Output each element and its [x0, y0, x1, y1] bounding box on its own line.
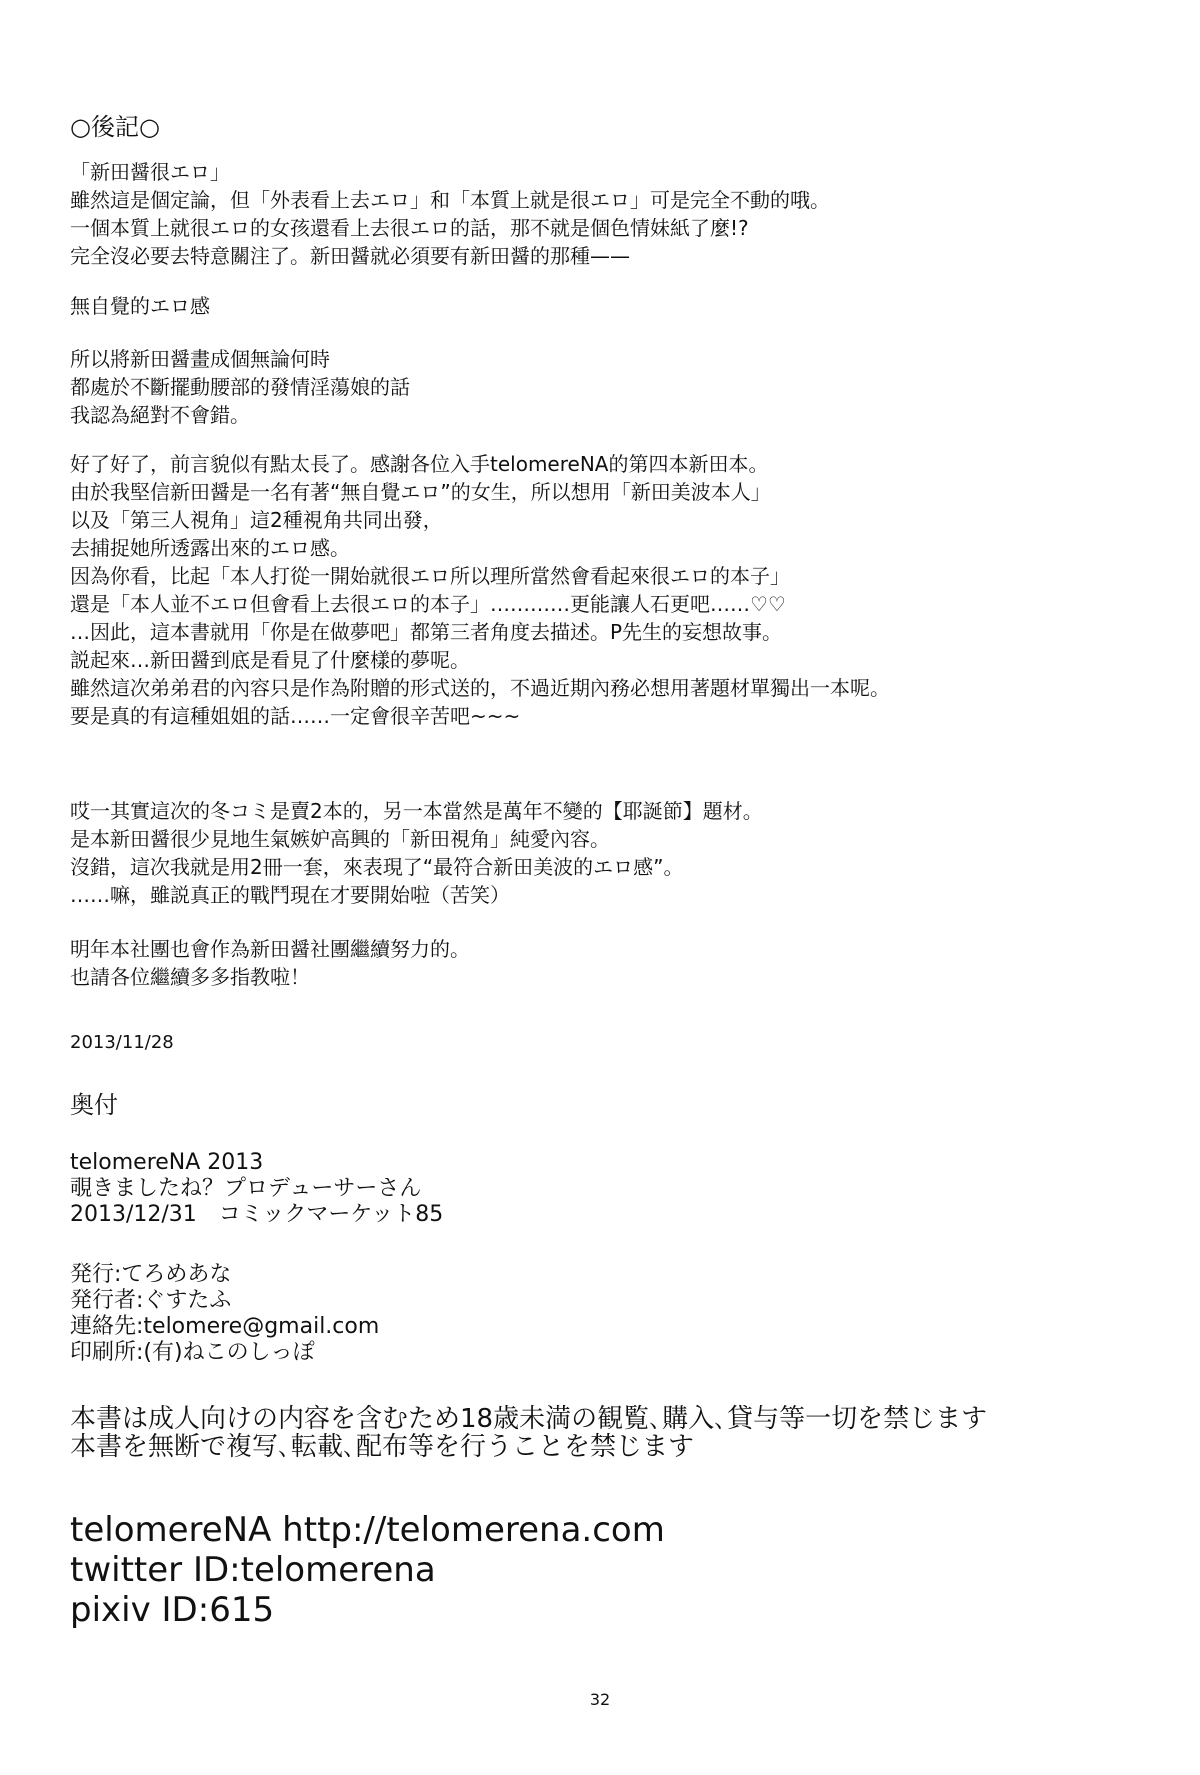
colophon-notice	[70, 1405, 1150, 1461]
text-line: 因為你看，比起「本人打從一開始就很エロ所以理所當然會看起來很エロ的本子」	[70, 564, 790, 588]
text-line: 2013/12/31 コミックマーケット85	[70, 1202, 444, 1227]
afterword-paragraph-3	[70, 345, 1150, 429]
text-line: 完全沒必要去特意關注了。新田醤就必須要有新田醤的那種——	[70, 244, 630, 268]
text-line: 都處於不斷擺動腰部的發情淫蕩娘的話	[70, 375, 410, 399]
text-line: ……嘛，雖説真正的戰鬥現在才要開始啦（苦笑）	[70, 883, 510, 907]
afterword-paragraph-1	[70, 158, 1150, 270]
page-number: 32	[589, 1690, 611, 1709]
text-line: 以及「第三人視角」這2種視角共同出發，	[70, 508, 443, 532]
colophon-work-info	[70, 1150, 1150, 1228]
text-line: 要是真的有這種姐姐的話……一定會很辛苦吧~~~	[70, 704, 521, 728]
text-line: 去捕捉她所透露出來的エロ感。	[70, 536, 350, 560]
afterword-date	[70, 1031, 1150, 1055]
text-line: 還是「本人並不エロ但會看上去很エロ的本子」…………更能讓人石更吧……♡♡	[70, 592, 786, 616]
pixiv-id-text: pixiv ID:615	[70, 1590, 275, 1630]
text-line: 一個本質上就很エロ的女孩還看上去很エロ的話，那不就是個色情妹紙了麼!?	[70, 216, 749, 240]
twitter-id-text: twitter ID:telomerena	[70, 1550, 436, 1590]
colophon-links	[70, 1510, 1150, 1630]
text-line: 発行:てろめあな	[70, 1262, 232, 1287]
text-line: 明年本社團也會作為新田醤社團繼續努力的。	[70, 937, 470, 961]
text-line: …因此，這本書就用「你是在做夢吧」都第三者角度去描述。P先生的妄想故事。	[70, 620, 783, 644]
text-line: 連絡先:telomere@gmail.com	[70, 1314, 380, 1339]
text-line: 我認為絕對不會錯。	[70, 403, 250, 427]
text-line: telomereNA 2013	[70, 1150, 264, 1175]
text-line: 所以將新田醤畫成個無論何時	[70, 347, 330, 371]
colophon-credits	[70, 1262, 1150, 1366]
afterword-paragraph-6	[70, 935, 1150, 991]
afterword-title-text: ○後記○	[70, 113, 160, 141]
text-line: 本書は成人向けの内容を含むため18歳未満の観覧､購入､貸与等一切を禁じます	[70, 1404, 988, 1434]
afterword-paragraph-5	[70, 797, 1150, 909]
website-link-text: telomereNA http://telomerena.com	[70, 1510, 665, 1550]
afterword-paragraph-4	[70, 450, 1150, 730]
colophon-title	[70, 1090, 1150, 1120]
text-line: 沒錯，這次我就是用2冊一套，來表現了“最符合新田美波的エロ感”。	[70, 855, 684, 879]
text-line: 説起來…新田醤到底是看見了什麼樣的夢呢。	[70, 648, 470, 672]
afterword-title	[70, 112, 1150, 142]
text-line: 好了好了，前言貌似有點太長了。感謝各位入手telomereNA的第四本新田本。	[70, 452, 769, 476]
afterword-paragraph-2	[70, 292, 1150, 320]
text-line: 由於我堅信新田醤是一名有著“無自覺エロ”的女生，所以想用「新田美波本人」	[70, 480, 771, 504]
text-line: 覗きましたね？プロデューサーさん	[70, 1176, 422, 1201]
text-line: 哎一其實這次的冬コミ是賣2本的，另一本當然是萬年不變的【耶誕節】題材。	[70, 799, 763, 823]
text-line: 発行者:ぐすたふ	[70, 1288, 232, 1313]
text-line: 印刷所:(有)ねこのしっぽ	[70, 1340, 315, 1365]
text-line: 也請各位繼續多多指教啦！	[70, 965, 310, 989]
text-line: 雖然這次弟弟君的內容只是作為附贈的形式送的，不過近期內務必想用著題材單獨出一本呢。	[70, 676, 890, 700]
text-line: 無自覺的エロ感	[70, 294, 210, 318]
text-line: 雖然這是個定論，但「外表看上去エロ」和「本質上就是很エロ」可是完全不動的哦。	[70, 188, 830, 212]
text-line: 是本新田醤很少見地生氣嫉妒高興的「新田視角」純愛內容。	[70, 827, 610, 851]
date-text: 2013/11/28	[70, 1032, 174, 1053]
colophon-title-text: 奥付	[70, 1091, 118, 1119]
text-line: 本書を無断で複写､転載､配布等を行うことを禁じます	[70, 1432, 695, 1462]
text-line: 「新田醤很エロ」	[70, 160, 230, 184]
